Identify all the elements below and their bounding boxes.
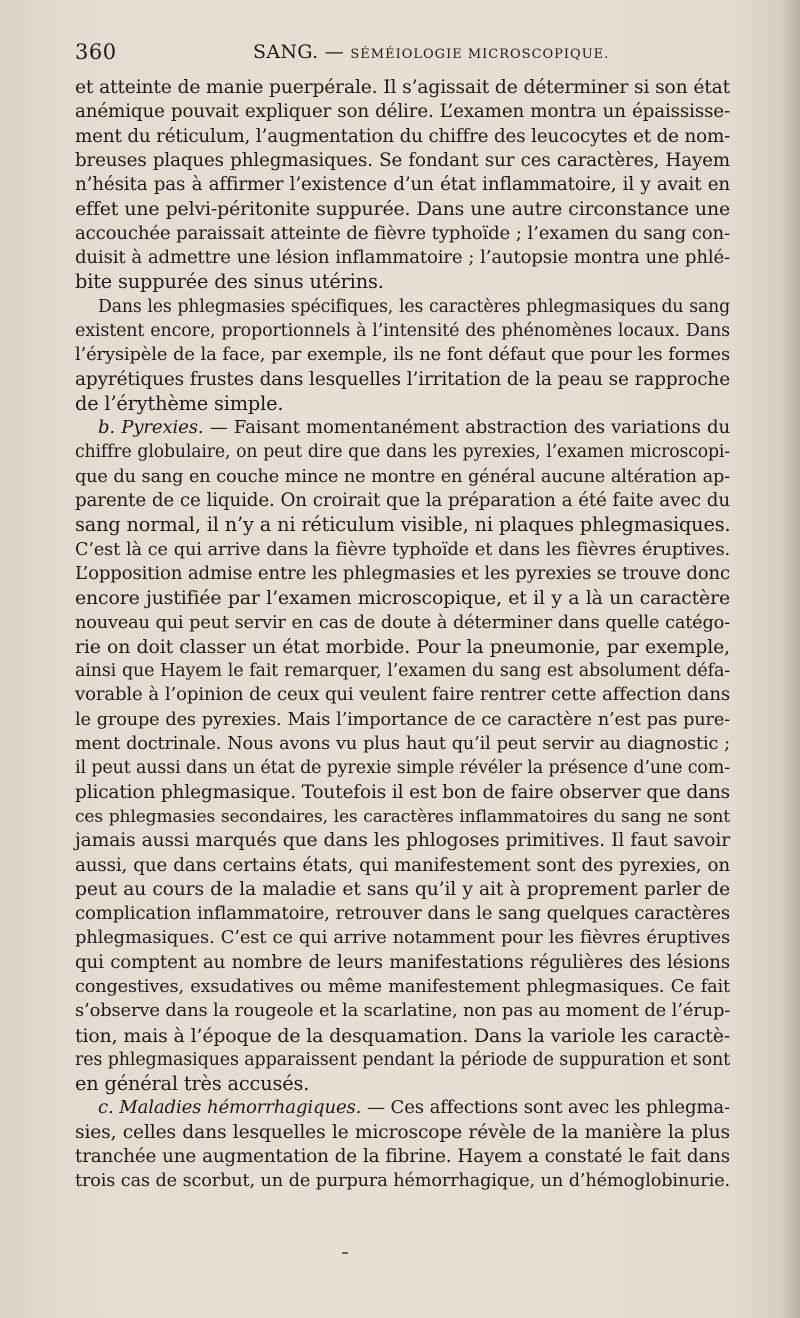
text-line: et atteinte de manie puerpérale. Il s’agissait de déterminer si son état <box>75 77 730 98</box>
text-line: effet une pelvi-péritonite suppurée. Dans une autre circonstance une <box>75 198 730 221</box>
running-title-main: SANG. <box>253 41 319 63</box>
text-line: sang normal, il n’y a ni réticulum visible, ni plaques phlegmasiques. <box>75 513 731 537</box>
text-line: Dans les phlegmasies spécifiques, les caractères phlegmasiques du sang <box>98 296 730 317</box>
section-heading-maladies-hemorrhagiques: c. Maladies hémorrhagiques. <box>98 1097 362 1119</box>
text-line: ainsi que Hayem le fait remarquer, l’examen du sang est absolument défa- <box>75 661 730 682</box>
text-line: tranchée une augmentation de la fibrine. Hayem a constaté le fait dans <box>75 1146 730 1168</box>
text-line: il peut aussi dans un état de pyrexie simple révéler la présence d’une com- <box>75 758 730 779</box>
text-line-rest: — Ces affections sont avec les phlegma- <box>361 1097 730 1119</box>
text-line: sies, celles dans lesquelles le microscope révèle de la manière la plus <box>75 1121 730 1143</box>
text-line: peut au cours de la maladie et sans qu’il y ait à proprement parler de <box>75 878 730 900</box>
text-line: l’érysipèle de la face, par exemple, ils ne font défaut que pour les formes <box>75 344 730 366</box>
text-line: n’hésita pas à affirmer l’existence d’un état inflammatoire, il y avait en <box>75 174 730 196</box>
section-heading-pyrexies: b. Pyrexies. <box>98 417 204 439</box>
text-line: ment doctrinale. Nous avons vu plus haut qu’il peut servir au diagnostic ; <box>75 734 730 755</box>
text-line: anémique pouvait expliquer son délire. L’examen montra un épaississe- <box>75 101 730 123</box>
page-edge-shadow <box>782 0 800 1318</box>
text-line <box>75 1096 730 1120</box>
running-title-subtitle: SÉMÉIOLOGIE MICROSCOPIQUE. <box>350 47 610 62</box>
text-line: accouchée paraissait atteinte de fièvre typhoïde ; l’examen du sang con- <box>75 222 730 244</box>
text-line: existent encore, proportionnels à l’intensité des phénomènes locaux. Dans <box>75 320 730 341</box>
text-line: vorable à l’opinion de ceux qui veulent faire rentrer cette affection dans <box>75 684 730 706</box>
text-line: chiffre globulaire, on peut dire que dans les pyrexies, l’examen microscopi- <box>75 442 730 463</box>
text-line: res phlegmasiques apparaissent pendant la période de suppuration et sont <box>75 1049 730 1070</box>
running-header <box>75 40 730 68</box>
running-title <box>253 41 609 63</box>
text-line: duisit à admettre une lésion inflammatoire ; l’autopsie montra une phlé- <box>75 247 730 269</box>
paragraph-pyrexies <box>75 416 730 1096</box>
text-line: congestives, exsudatives ou même manifestement phlegmasiques. Ce fait <box>75 976 730 997</box>
paragraph-maladies-hemorrhagiques <box>75 1096 730 1193</box>
text-line-rest: — Faisant momentanément abstraction des variations du <box>203 417 730 439</box>
text-line: le groupe des pyrexies. Mais l’importance de ce caractère n’est pas pure- <box>75 709 730 730</box>
body-text <box>75 76 730 1194</box>
text-line: breuses plaques phlegmasiques. Se fondant sur ces caractères, Hayem <box>75 149 730 171</box>
text-line: encore justifiée par l’examen microscopique, et il y a là un caractère <box>75 587 730 610</box>
text-line: s’observe dans la rougeole et la scarlatine, non pas au moment de l’érup- <box>75 1000 731 1022</box>
text-line: ces phlegmasies secondaires, les caractères inflammatoires du sang ne sont <box>75 806 730 827</box>
text-line: trois cas de scorbut, un de purpura hémorrhagique, un d’hémoglobinurie. <box>75 1171 730 1192</box>
text-line: en général très accusés. <box>75 1072 310 1096</box>
text-line: bite suppurée des sinus utérins. <box>75 270 384 294</box>
text-line: jamais aussi marqués que dans les phlogoses primitives. Il faut savoir <box>75 830 730 852</box>
text-line: qui comptent au nombre de leurs manifestations régulières des lésions <box>75 951 730 973</box>
running-title-dash: — <box>324 41 345 63</box>
text-line: ment du réticulum, l’augmentation du chiffre des leucocytes et de nom- <box>75 125 731 147</box>
text-line: que du sang en couche mince ne montre en général aucune altération ap- <box>75 466 730 487</box>
paragraph-1 <box>75 76 730 295</box>
text-line: L’opposition admise entre les phlegmasies et les pyrexies se trouve donc <box>75 562 730 584</box>
text-line: rie on doit classer un état morbide. Pour la pneumonie, par exemple, <box>75 635 730 658</box>
ink-speck <box>342 1252 348 1254</box>
text-line: apyrétiques frustes dans lesquelles l’irritation de la peau se rapproche <box>75 368 730 390</box>
paragraph-2 <box>75 295 730 416</box>
page-number: 360 <box>75 40 117 64</box>
text-line: C’est là ce qui arrive dans la fièvre typhoïde et dans les fièvres éruptives. <box>75 539 730 560</box>
text-line: nouveau qui peut servir en cas de doute à déterminer dans quelle catégo- <box>75 612 730 633</box>
text-line: plication phlegmasique. Toutefois il est bon de faire observer que dans <box>75 781 730 803</box>
text-line: tion, mais à l’époque de la desquamation. Dans la variole les caractè- <box>75 1024 730 1047</box>
text-line: complication inflammatoire, retrouver dans le sang quelques caractères <box>75 903 730 925</box>
text-line: de l’érythème simple. <box>75 391 284 415</box>
text-line: phlegmasiques. C’est ce qui arrive notamment pour les fièvres éruptives <box>75 927 730 949</box>
text-line: parente de ce liquide. On croirait que la préparation a été faite avec du <box>75 490 730 512</box>
text-line: aussi, que dans certains états, qui manifestement sont des pyrexies, on <box>75 854 730 876</box>
text-line <box>75 416 730 440</box>
